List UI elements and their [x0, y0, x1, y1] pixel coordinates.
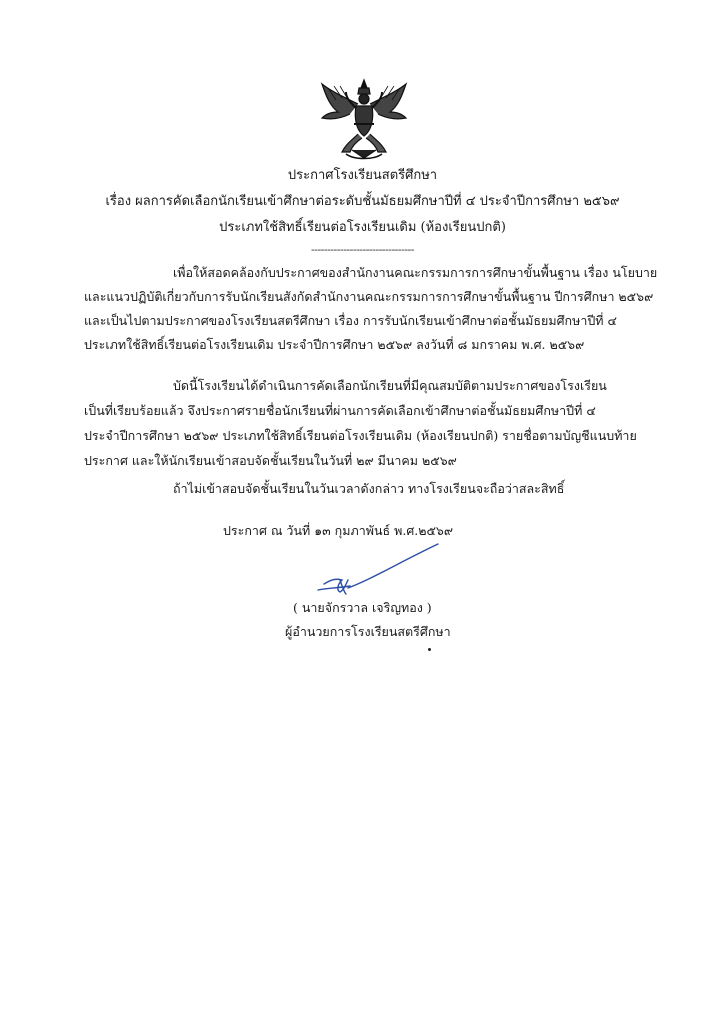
signatory-position: ผู้อำนวยการโรงเรียนสตรีศึกษา [285, 624, 451, 639]
paragraph-1-line-3: และเป็นไปตามประกาศของโรงเรียนสตรีศึกษา เรื่อง การรับนักเรียนเข้าศึกษาต่อชั้นมัธยมศึกษาปีที่ ๔ [84, 313, 617, 328]
paragraph-2-line-3: ประจำปีการศึกษา ๒๕๖๙ ประเภทใช้สิทธิ์เรียนต่อโรงเรียนเดิม (ห้องเรียนปกติ) รายชื่อตามบัญชีแนบท้าย [84, 428, 637, 443]
handwritten-signature [310, 540, 450, 600]
announcement-title: ประกาศโรงเรียนสตรีศึกษา [287, 168, 438, 183]
paragraph-2-line-4: ประกาศ และให้นักเรียนเข้าสอบจัดชั้นเรียนในวันที่ ๒๙ มีนาคม ๒๕๖๙ [84, 453, 457, 468]
paragraph-2-line-1: บัดนี้โรงเรียนได้ดำเนินการคัดเลือกนักเรียนที่มีคุณสมบัติตามประกาศของโรงเรียน [173, 378, 607, 393]
announcement-date: ประกาศ ณ วันที่ ๑๓ กุมภาพันธ์ พ.ศ.๒๕๖๙ [223, 523, 454, 538]
signatory-name: ( นายจักรวาล เจริญทอง ) [293, 600, 432, 615]
announcement-subject: เรื่อง ผลการคัดเลือกนักเรียนเข้าศึกษาต่อระดับชั้นมัธยมศึกษาปีที่ ๔ ประจำปีการศึกษา ๒๕๖๙ [105, 194, 620, 209]
header-divider: -------------------------------- [311, 243, 414, 256]
announcement-category: ประเภทใช้สิทธิ์เรียนต่อโรงเรียนเดิม (ห้องเรียนปกติ) [219, 220, 506, 235]
paragraph-1-line-1: เพื่อให้สอดคล้องกับประกาศของสำนักงานคณะกรรมการการศึกษาขั้นพื้นฐาน เรื่อง นโยบาย [173, 265, 658, 280]
paragraph-3: ถ้าไม่เข้าสอบจัดชั้นเรียนในวันเวลาดังกล่าว ทางโรงเรียนจะถือว่าสละสิทธิ์ [173, 481, 565, 496]
paragraph-1-line-2: และแนวปฏิบัติเกี่ยวกับการรับนักเรียนสังกัดสำนักงานคณะกรรมการการศึกษาขั้นพื้นฐาน ปีการศึกษา ๒๕๖๙ [84, 289, 654, 304]
garuda-emblem-icon [316, 78, 412, 162]
paragraph-2-line-2: เป็นที่เรียบร้อยแล้ว จึงประกาศรายชื่อนักเรียนที่ผ่านการคัดเลือกเข้าศึกษาต่อชั้นมัธยมศึกษาปีที่ ๔ [84, 403, 596, 418]
ink-dot [428, 648, 431, 651]
paragraph-1-line-4: ประเภทใช้สิทธิ์เรียนต่อโรงเรียนเดิม ประจำปีการศึกษา ๒๕๖๙ ลงวันที่ ๘ มกราคม พ.ศ. ๒๕๖๙ [84, 337, 585, 352]
